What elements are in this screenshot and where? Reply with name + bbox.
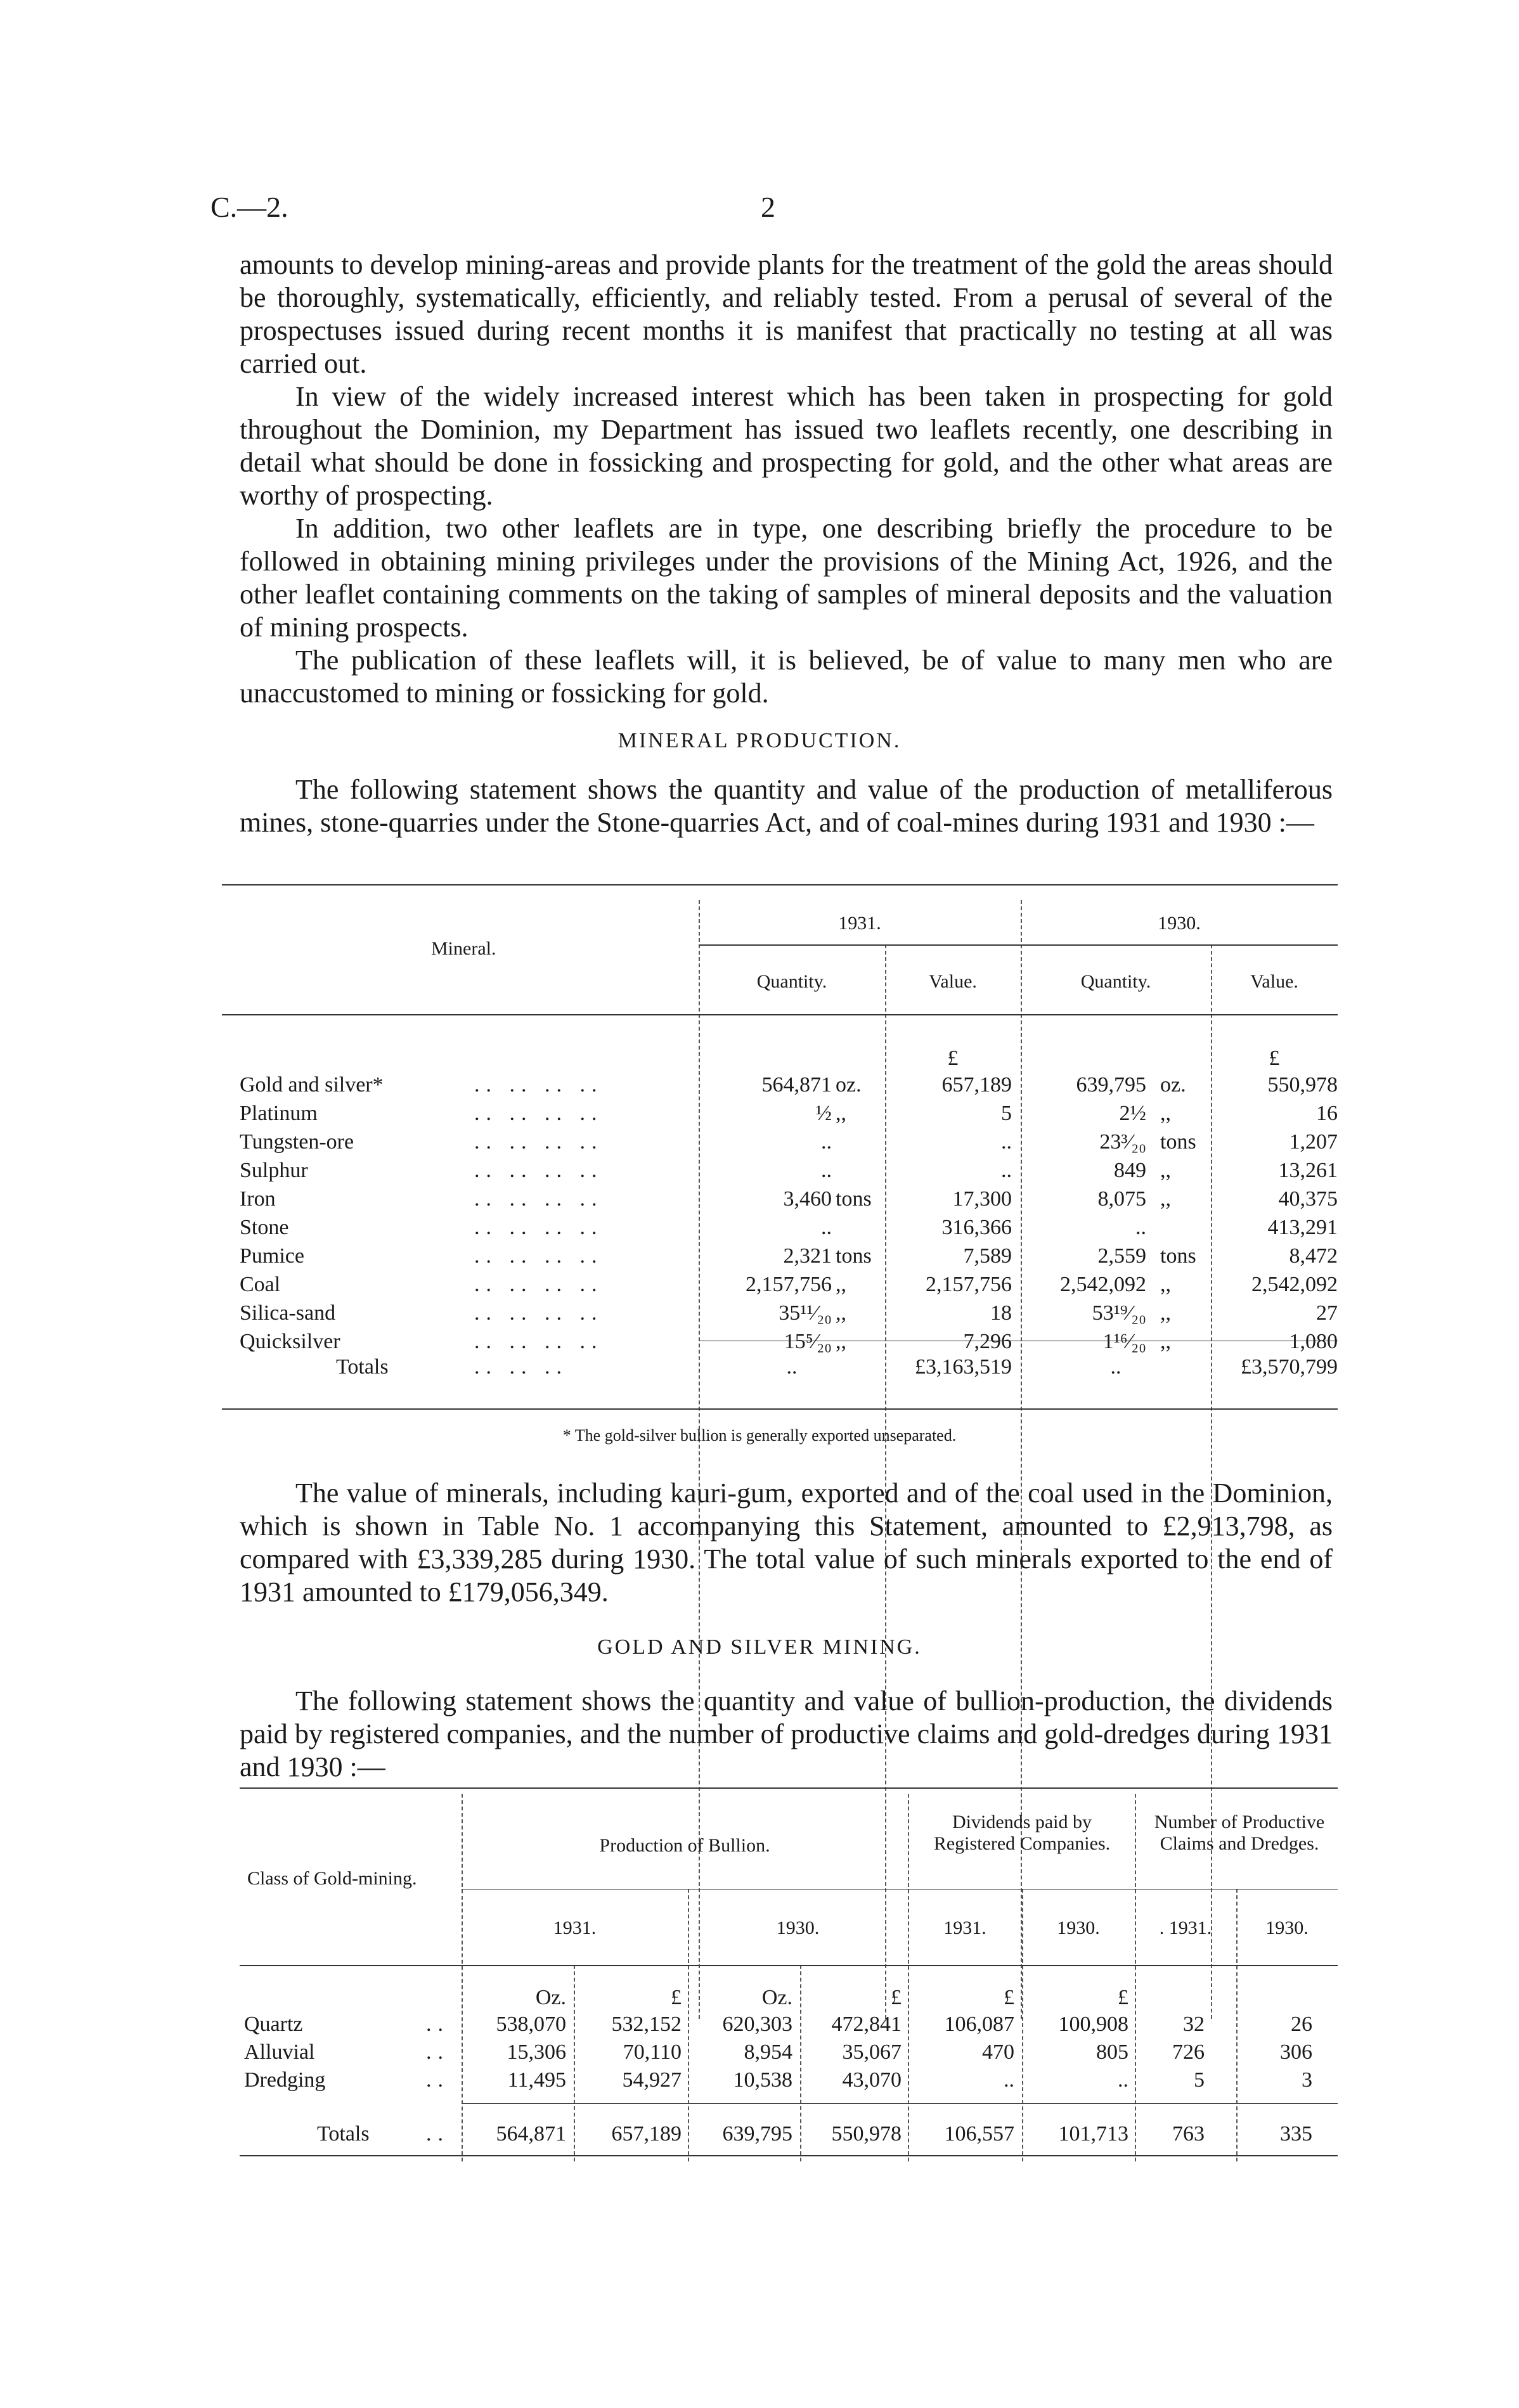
leader-dots: .. .. .. .. [474, 1330, 604, 1353]
leader-dots: .. .. .. .. [474, 1130, 604, 1154]
dividends-1930: .. [1118, 2068, 1128, 2092]
unit-1930: ,, [1160, 1159, 1171, 1182]
currency-1930: £ [1269, 1046, 1280, 1070]
mineral-intro [240, 773, 1333, 839]
quantity-1930: .. [1135, 1216, 1146, 1239]
class-name: Dredging [244, 2068, 326, 2092]
quantity-1930: 2,559 [1097, 1244, 1146, 1268]
paragraph: In addition, two other leaflets are in type, one describing briefly the procedure to be followed in obtaining mining privileges under the provisions of the Mining Act, 1926, and the other leaflet containing comments on the taking of samples of mineral deposits and the valuation of mining prospects. [240, 513, 1333, 643]
mineral-production-heading: MINERAL PRODUCTION. [617, 729, 902, 752]
mineral-name: Iron [240, 1187, 276, 1211]
leader-dots: .. [426, 2012, 449, 2036]
value-1930: 35,067 [842, 2040, 902, 2064]
value-1931: 2,157,756 [926, 1273, 1012, 1296]
value-1931: 70,110 [623, 2040, 682, 2064]
value-1930: 16 [1316, 1102, 1338, 1125]
leader-dots: .. .. .. .. [474, 1244, 604, 1268]
col-header-dividends-1931: 1931. [943, 1917, 986, 1938]
dividends-1931: 106,557 [944, 2122, 1014, 2146]
totals-quantity-1931: .. [786, 1355, 798, 1379]
leader-dots: .. [426, 2040, 449, 2064]
quantity-1931: 2,321 [783, 1244, 832, 1268]
quantity-1931: .. [821, 1159, 832, 1182]
quantity-1931: 3,460 [783, 1187, 832, 1211]
oz-1931: 538,070 [496, 2012, 566, 2036]
quantity-1931: ½ [815, 1102, 832, 1125]
paragraph: The following statement shows the quantity and value of bullion-production, the dividends paid by registered companies, and the number of productive claims and gold-dredges during 1931 and 1930 :— [240, 1685, 1333, 1782]
oz-1930: 8,954 [744, 2040, 792, 2064]
dividends-1931: 106,087 [944, 2012, 1014, 2036]
claims-1931: 763 [1172, 2122, 1205, 2146]
col-header-value-1930: Value. [1250, 971, 1298, 992]
leader-dots: .. .. .. .. [474, 1301, 604, 1325]
oz-1931: 15,306 [507, 2040, 566, 2064]
quantity-1931: 35¹¹⁄₂₀ [779, 1301, 832, 1325]
value-1930: 8,472 [1289, 1244, 1338, 1268]
quantity-1931: 564,871 [761, 1073, 832, 1097]
col-header-quantity-1930: Quantity. [1080, 971, 1151, 992]
oz-1930: 620,303 [722, 2012, 792, 2036]
value-1931: 657,189 [611, 2122, 682, 2146]
value-1930: 43,070 [842, 2068, 902, 2092]
value-1930: 472,841 [831, 2012, 902, 2036]
unit-1931: tons [836, 1187, 872, 1211]
quantity-1930: 639,795 [1076, 1073, 1146, 1097]
leader-dots: .. [426, 2068, 449, 2092]
quantity-1931: .. [821, 1130, 832, 1154]
mineral-name: Coal [240, 1273, 281, 1296]
unit-pound-div-1931: £ [1004, 1986, 1014, 2009]
claims-1930: 26 [1291, 2012, 1312, 2036]
leader-dots: .. .. .. .. [474, 1187, 604, 1211]
mineral-name: Tungsten-ore [240, 1130, 354, 1154]
value-1931: 7,589 [963, 1244, 1012, 1268]
paragraph: amounts to develop mining-areas and provide plants for the treatment of the gold the areas should be thoroughly, systematically, efficiently, and reliably tested. From a perusal of several of the prospectuses issued during recent months it is manifest that practically no testing at all was carried out. [240, 249, 1333, 379]
value-1930: 1,080 [1289, 1330, 1338, 1353]
dividends-1930: 100,908 [1058, 2012, 1128, 2036]
oz-1930: 639,795 [722, 2122, 792, 2146]
value-1930: 40,375 [1278, 1187, 1338, 1211]
col-header-production-1931: 1931. [553, 1917, 597, 1938]
mineral-name: Platinum [240, 1102, 318, 1125]
totals-label: Totals [317, 2122, 370, 2146]
col-header-1930: 1930. [1158, 913, 1201, 934]
paragraph: The following statement shows the quantity and value of the production of metalliferous mines, stone-quarries under the Stone-quarries Act, and of coal-mines during 1931 and 1930 :— [240, 774, 1333, 838]
claims-1931: 32 [1183, 2012, 1205, 2036]
mineral-name: Stone [240, 1216, 289, 1239]
col-header-claims-1931: . 1931. [1159, 1917, 1212, 1938]
quantity-1930: 2½ [1119, 1102, 1146, 1125]
totals-quantity-1930: .. [1110, 1355, 1121, 1379]
mineral-name: Gold and silver* [240, 1073, 384, 1097]
page-number: 2 [761, 191, 775, 223]
gold-intro [240, 1685, 1333, 1784]
class-name: Alluvial [244, 2040, 315, 2064]
quantity-1930: 8,075 [1097, 1187, 1146, 1211]
oz-1930: 10,538 [733, 2068, 792, 2092]
intro-text [240, 248, 1333, 710]
col-header-class: Class of Gold-mining. [247, 1868, 417, 1889]
value-1930: 13,261 [1278, 1159, 1338, 1182]
paragraph: The publication of these leaflets will, it is believed, be of value to many men who are unaccustomed to mining or fossicking for gold. [240, 645, 1333, 709]
value-1931: 5 [1001, 1102, 1012, 1125]
quantity-1931: .. [821, 1216, 832, 1239]
value-1931: 7,296 [963, 1330, 1012, 1353]
unit-oz-1931: Oz. [535, 1986, 566, 2009]
leader-dots: .. .. .. .. [474, 1216, 604, 1239]
totals-value-1930: £3,570,799 [1241, 1355, 1338, 1379]
unit-1931: oz. [836, 1073, 862, 1097]
dividends-1931: .. [1004, 2068, 1014, 2092]
dividends-1930: 805 [1096, 2040, 1128, 2064]
col-header-dividends-1930: 1930. [1057, 1917, 1100, 1938]
leader-dots: .. .. .. .. [474, 1102, 604, 1125]
unit-1931: ,, [836, 1301, 846, 1325]
unit-pound-div-1930: £ [1118, 1986, 1128, 2009]
mineral-after-text [240, 1477, 1333, 1609]
leader-dots: .. .. .. .. [474, 1273, 604, 1296]
quantity-1930: 2,542,092 [1060, 1273, 1146, 1296]
value-1931: 657,189 [941, 1073, 1012, 1097]
mineral-name: Sulphur [240, 1159, 308, 1182]
value-1931: 17,300 [952, 1187, 1012, 1211]
mineral-name: Quicksilver [240, 1330, 340, 1353]
totals-value-1931: £3,163,519 [915, 1355, 1012, 1379]
mineral-name: Pumice [240, 1244, 304, 1268]
unit-1930: tons [1160, 1130, 1196, 1154]
claims-1930: 335 [1280, 2122, 1312, 2146]
unit-1930: ,, [1160, 1273, 1171, 1296]
document-reference: C.—2. [210, 191, 288, 223]
unit-1930: ,, [1160, 1102, 1171, 1125]
claims-1930: 306 [1280, 2040, 1312, 2064]
unit-1930: ,, [1160, 1330, 1171, 1353]
quantity-1931: 15⁵⁄₂₀ [784, 1330, 832, 1353]
col-header-value-1931: Value. [929, 971, 977, 992]
unit-1931: ,, [836, 1273, 846, 1296]
col-header-dividends: Dividends paid by Registered Companies. [933, 1812, 1111, 1854]
value-1931: 18 [990, 1301, 1012, 1325]
unit-oz-1930: Oz. [761, 1986, 792, 2009]
value-1931: 532,152 [611, 2012, 682, 2036]
oz-1931: 564,871 [496, 2122, 566, 2146]
claims-1930: 3 [1302, 2068, 1312, 2092]
leader-dots: .. .. .. .. [474, 1159, 604, 1182]
claims-1931: 726 [1172, 2040, 1205, 2064]
value-1930: 413,291 [1267, 1216, 1338, 1239]
paragraph: In view of the widely increased interest which has been taken in prospecting for gold throughout the Dominion, my Department has issued two leaflets recently, one describing in detail what should be done in fossicking and prospecting for gold, and the other what areas are worthy of prospecting. [240, 381, 1333, 511]
value-1930: 1,207 [1289, 1130, 1338, 1154]
unit-1931: ,, [836, 1330, 846, 1353]
unit-1931: ,, [836, 1102, 846, 1125]
quantity-1930: 53¹⁹⁄₂₀ [1092, 1301, 1146, 1325]
unit-1930: tons [1160, 1244, 1196, 1268]
unit-pound-1931: £ [671, 1986, 682, 2009]
dividends-1931: 470 [982, 2040, 1014, 2064]
unit-1930: oz. [1160, 1073, 1186, 1097]
value-1930: 550,978 [831, 2122, 902, 2146]
unit-1930: ,, [1160, 1301, 1171, 1325]
value-1931: .. [1001, 1130, 1012, 1154]
unit-1931: tons [836, 1244, 872, 1268]
col-header-production-1930: 1930. [776, 1917, 820, 1938]
quantity-1930: 1¹⁶⁄₂₀ [1102, 1330, 1146, 1353]
col-header-production: Production of Bullion. [599, 1835, 770, 1856]
value-1930: 27 [1316, 1301, 1338, 1325]
leader-dots: .. [426, 2122, 449, 2146]
value-1931: .. [1001, 1159, 1012, 1182]
col-header-claims-1930: 1930. [1265, 1917, 1309, 1938]
paragraph: The value of minerals, including kauri-gum, exported and of the coal used in the Dominion, which is shown in Table No. 1 accompanying this Statement, amounted to £2,913,798, as compared with £3,339,285 during 1930. The total value of such minerals exported to the end of 1931 amounted to £179,056,349. [240, 1478, 1333, 1607]
claims-1931: 5 [1194, 2068, 1205, 2092]
col-header-claims: Number of Productive Claims and Dredges. [1154, 1812, 1325, 1854]
currency-1931: £ [947, 1046, 959, 1070]
quantity-1930: 849 [1114, 1159, 1146, 1182]
gold-silver-heading: GOLD AND SILVER MINING. [597, 1635, 922, 1659]
value-1931: 54,927 [622, 2068, 682, 2092]
class-name: Quartz [244, 2012, 303, 2036]
unit-pound-1930: £ [891, 1986, 902, 2009]
col-header-1931: 1931. [838, 913, 881, 934]
col-header-mineral: Mineral. [431, 938, 496, 959]
totals-label: Totals [336, 1355, 389, 1379]
leader-dots: .. .. .. .. [474, 1073, 604, 1097]
value-1931: 316,366 [941, 1216, 1012, 1239]
mineral-name: Silica-sand [240, 1301, 336, 1325]
value-1930: 2,542,092 [1251, 1273, 1338, 1296]
value-1930: 550,978 [1267, 1073, 1338, 1097]
quantity-1931: 2,157,756 [746, 1273, 832, 1296]
mineral-footnote: * The gold-silver bullion is generally exported unseparated. [562, 1426, 957, 1445]
unit-1930: ,, [1160, 1187, 1171, 1211]
col-header-quantity-1931: Quantity. [756, 971, 827, 992]
leader-dots: .. .. .. [474, 1355, 568, 1379]
dividends-1930: 101,713 [1058, 2122, 1128, 2146]
oz-1931: 11,495 [507, 2068, 566, 2092]
quantity-1930: 23³⁄₂₀ [1099, 1130, 1146, 1154]
